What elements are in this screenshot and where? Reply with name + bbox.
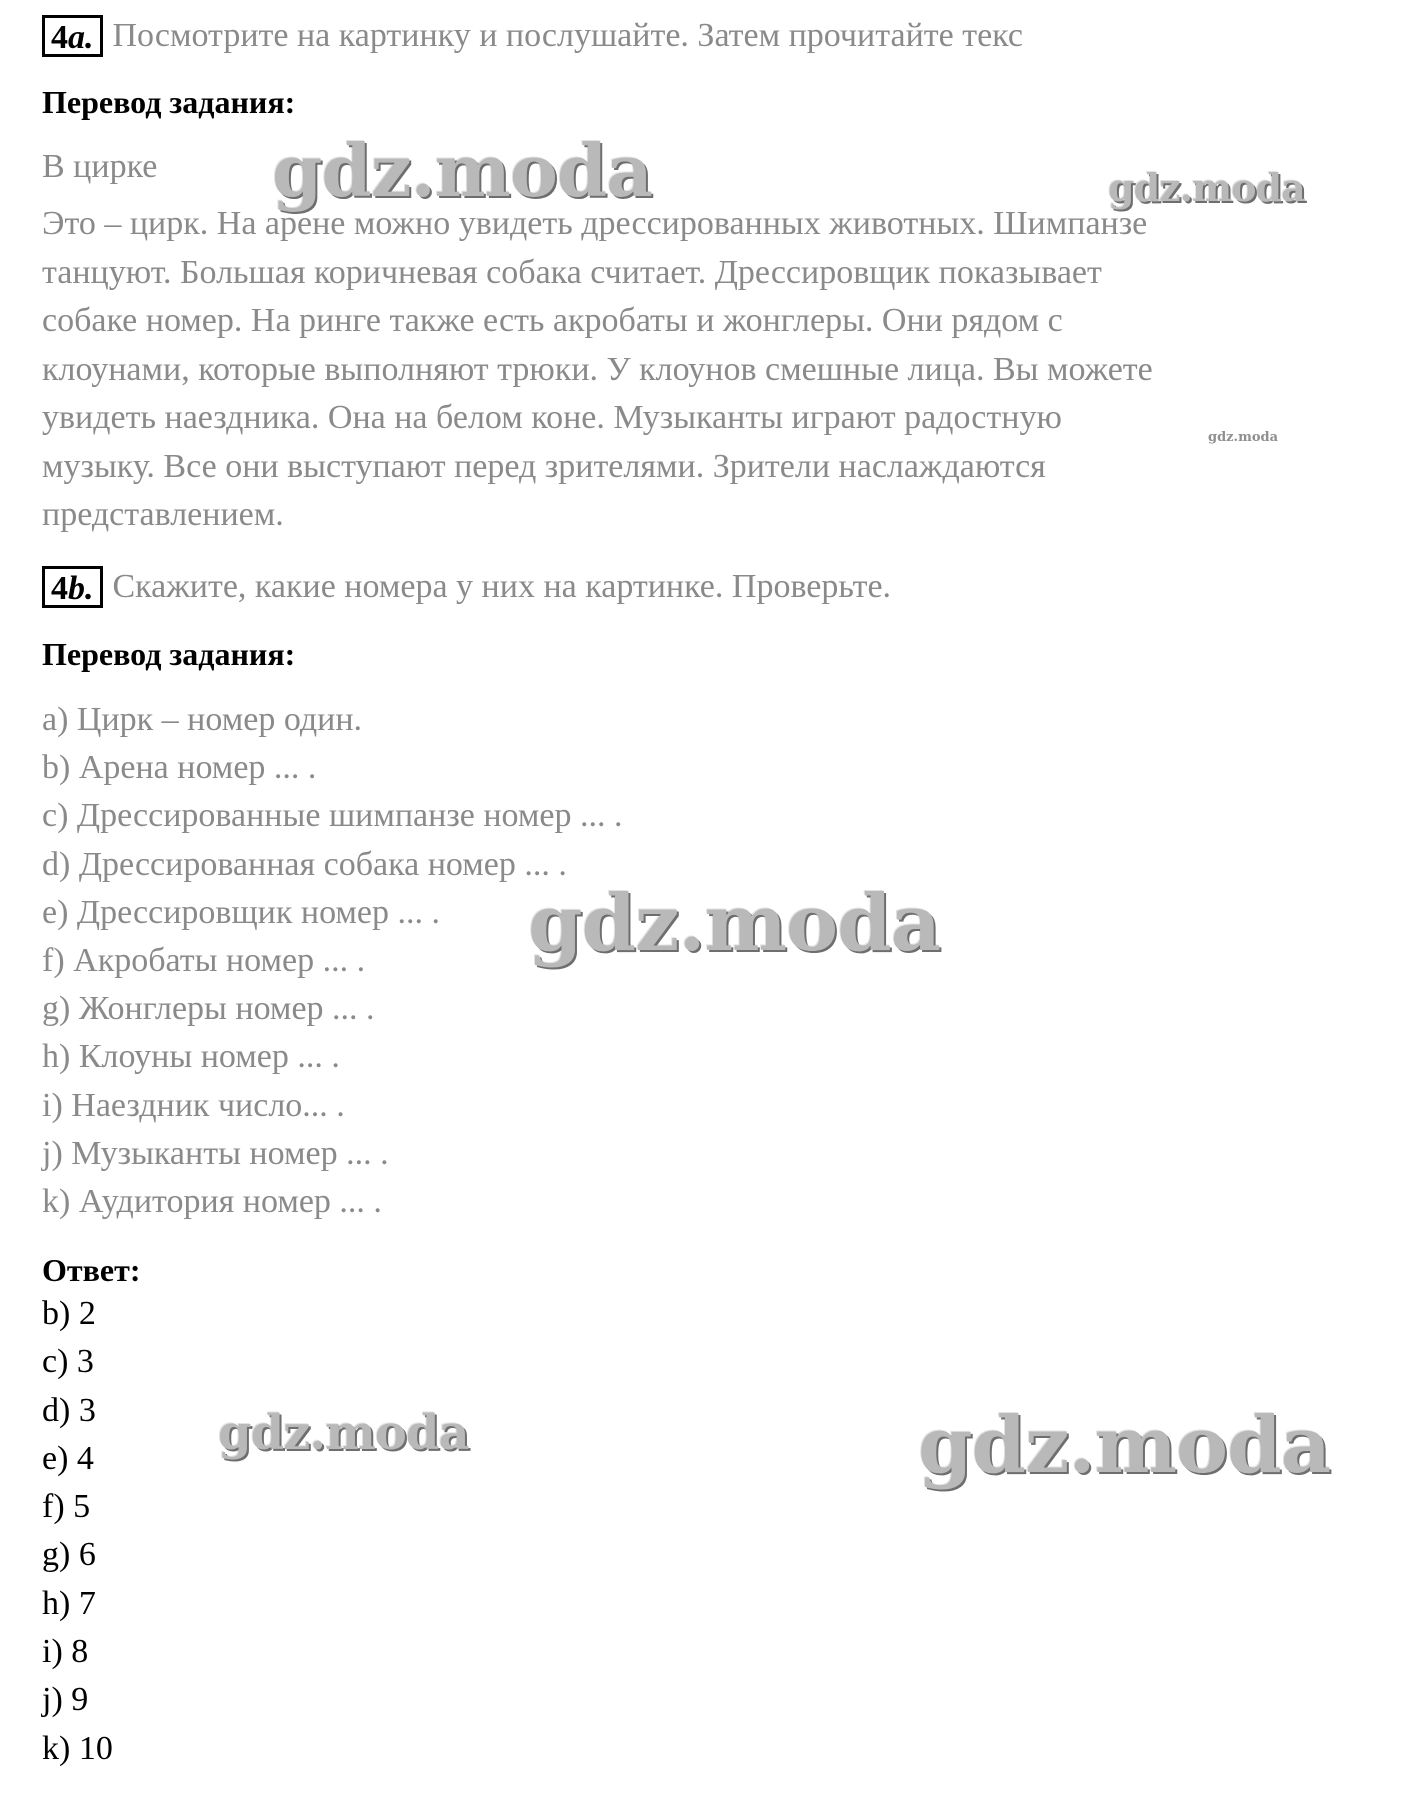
answer-item: e) 4	[42, 1439, 94, 1477]
task-4a-text-line: представлением.	[42, 496, 284, 533]
task-4a-text-line: собаке номер. На ринге также есть акробаты и жонглеры. Они рядом с	[42, 302, 1063, 339]
answer-list	[42, 1290, 113, 1773]
task-4a-badge	[42, 15, 103, 57]
task-4b-header	[42, 563, 891, 611]
list-item: g) Жонглеры номер ... .	[42, 990, 375, 1028]
task-4a-badge-number: 4	[51, 19, 68, 56]
list-item: h) Клоуны номер ... .	[42, 1038, 340, 1076]
watermark: gdz.moda	[272, 128, 652, 213]
list-item: j) Музыканты номер ... .	[42, 1134, 389, 1172]
watermark: gdz.moda	[1208, 430, 1279, 445]
task-4a-instruction: Посмотрите на картинку и послушайте. Затем прочитайте текс	[112, 17, 1023, 54]
watermark: gdz.moda	[918, 1400, 1331, 1491]
answer-heading: Ответ:	[42, 1252, 141, 1288]
task-4a-text-line: клоунами, которые выполняют трюки. У клоунов смешные лица. Вы можете	[42, 350, 1153, 388]
task-4a-text-line: Это – цирк. На арене можно увидеть дрессированных животных. Шимпанзе	[42, 205, 1148, 242]
task-4a-text-line: музыку. Все они выступают перед зрителями. Зрители наслаждаются	[42, 447, 1046, 485]
list-item: e) Дрессировщик номер ... .	[42, 893, 441, 931]
task-4b-badge-letter: b.	[68, 570, 94, 607]
list-item: f) Акробаты номер ... .	[42, 941, 366, 979]
list-item: b) Арена номер ... .	[42, 749, 317, 787]
answer-item: b) 2	[42, 1295, 96, 1332]
answer-item: h) 7	[42, 1584, 96, 1622]
task-4a-header	[42, 12, 1023, 60]
task-4b-badge-number: 4	[51, 570, 68, 607]
list-item: a) Цирк – номер один.	[42, 701, 363, 738]
answer-item: g) 6	[42, 1536, 96, 1574]
list-item: d) Дрессированная собака номер ... .	[42, 845, 567, 883]
watermark: gdz.moda	[528, 878, 941, 969]
answer-item: i) 8	[42, 1633, 89, 1671]
list-item: c) Дрессированные шимпанзе номер ... .	[42, 797, 623, 835]
answer-item: j) 9	[42, 1681, 89, 1719]
list-item: k) Аудитория номер ... .	[42, 1182, 382, 1220]
watermark: gdz.moda	[1108, 165, 1305, 210]
task-4b-instruction: Скажите, какие номера у них на картинке. Проверьте.	[112, 568, 892, 605]
task-4b-badge	[42, 566, 103, 608]
list-item: i) Наездник число... .	[42, 1086, 345, 1124]
task-4a-text-line: увидеть наездника. Она на белом коне. Музыканты играют радостную	[42, 399, 1062, 436]
task-4a-text-title: В цирке	[42, 148, 158, 185]
task-4a-translation-heading: Перевод задания:	[42, 84, 296, 120]
task-4b-translation-heading: Перевод задания:	[42, 636, 296, 672]
task-4a-text-line: танцуют. Большая коричневая собака считает. Дрессировщик показывает	[42, 253, 1102, 291]
task-4a-text-body	[42, 200, 1342, 540]
task-4a-badge-letter: a.	[68, 19, 94, 56]
watermark: gdz.moda	[218, 1405, 469, 1461]
answer-item: c) 3	[42, 1343, 94, 1381]
answer-item: d) 3	[42, 1391, 96, 1429]
answer-item: f) 5	[42, 1488, 91, 1526]
answer-item: k) 10	[42, 1729, 113, 1767]
